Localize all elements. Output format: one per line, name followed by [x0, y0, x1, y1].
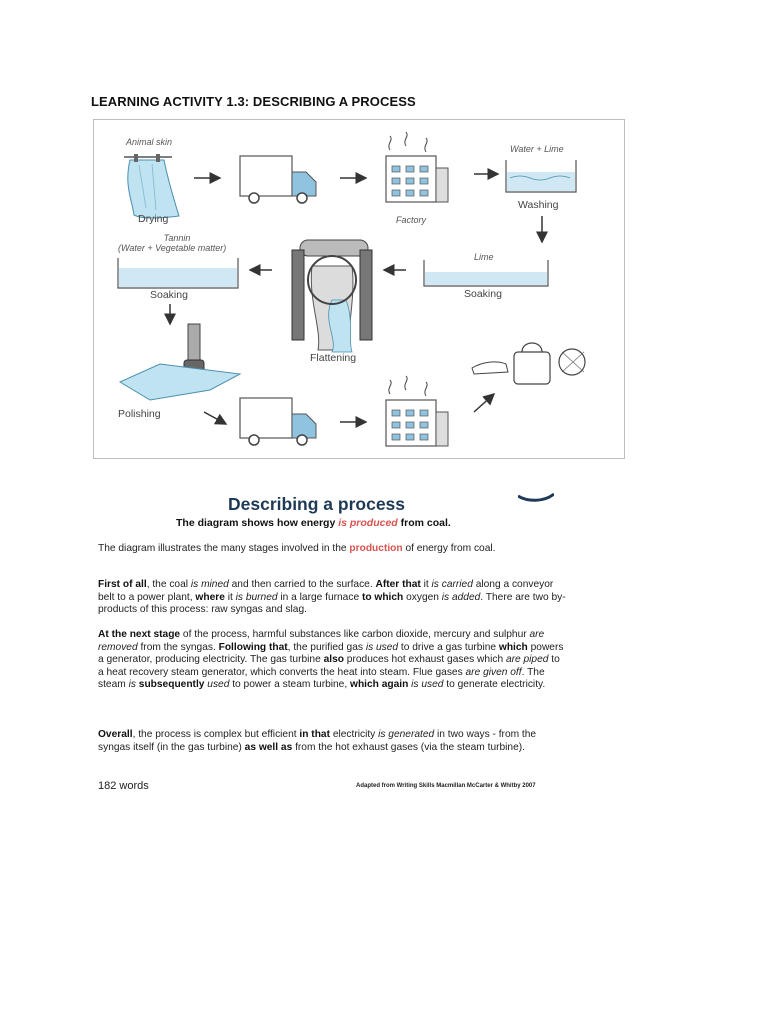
arrow-icon: [204, 412, 226, 424]
truck-icon: [240, 156, 316, 203]
page-heading: LEARNING ACTIVITY 1.3: DESCRIBING A PROCESS: [91, 94, 416, 109]
process-diagram: [93, 119, 625, 459]
rollers-icon: [292, 240, 372, 352]
leather-goods-icon: [472, 343, 585, 384]
document-title: Describing a process: [228, 494, 406, 514]
label-lime: Lime: [474, 252, 494, 262]
arrow-icon: [474, 394, 494, 412]
paragraph-intro: The diagram illustrates the many stages involved in the production of energy from coal.: [98, 543, 496, 554]
label-tannin: Tannin: [163, 233, 191, 243]
document-subtitle: The diagram shows how energy is produced from coal.: [176, 517, 451, 529]
paragraph-overall: Overall, the process is complex but efficient in that electricity is generated in two ways - from the syngas itself (in the gas turbine) as well as from the hot exhaust gases (via the steam turbine).: [98, 729, 537, 753]
polishing-machine-icon: [120, 324, 240, 400]
label-drying: Drying: [138, 213, 169, 225]
word-count: 182 words: [98, 780, 149, 792]
label-flattening: Flattening: [310, 352, 357, 364]
label-washing: Washing: [518, 199, 559, 211]
label-factory: Factory: [396, 215, 427, 225]
label-soaking-left: Soaking: [150, 289, 188, 301]
decorative-swoosh-icon: [518, 492, 554, 502]
label-water-lime: Water + Lime: [510, 144, 564, 154]
truck-icon: [240, 398, 316, 445]
label-tannin-detail: (Water + Vegetable matter): [118, 243, 227, 253]
label-polishing: Polishing: [118, 408, 161, 420]
tank-icon: [506, 160, 576, 192]
tank-icon: [118, 258, 238, 288]
tank-icon: [424, 260, 548, 286]
label-animal-skin: Animal skin: [126, 137, 173, 147]
hanging-skin-icon: [124, 154, 179, 218]
source-credit: Adapted from Writing Skills Macmillan McCarter & Whitby 2007: [356, 783, 536, 789]
label-soaking-right: Soaking: [464, 288, 502, 300]
paragraph-stage-one: First of all, the coal is mined and then carried to the surface. After that it is carried along a conveyor belt to a power plant, where it is burned in a large furnace to which oxygen is added. There are two by-products of this process: raw syngas and slag.: [98, 579, 566, 616]
factory-icon: [386, 376, 448, 446]
factory-icon: [386, 132, 448, 202]
paragraph-stage-two: At the next stage of the process, harmful substances like carbon dioxide, mercury and sulphur are removed from the syngas. Following that, the purified gas is used to drive a gas turbine which powers a generator, producing electricity. The gas turbine also produces hot exhaust gases which are piped to a heat recovery steam generator, which converts the heat into steam. Flue gases are given off. The steam is subsequently used to power a steam turbine, which again is used to generate electricity.: [98, 629, 564, 691]
